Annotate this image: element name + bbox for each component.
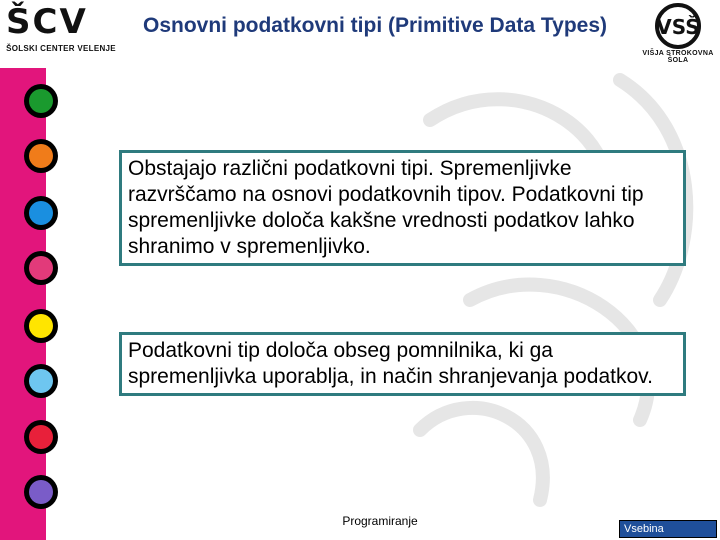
content-box-1: Obstajajo različni podatkovni tipi. Spremenljivke razvrščamo na osnovi podatkovnih tipov. Podatkovni tip spremenljivke določa kakšne vrednosti podatkov lahko shranimo v spremenljivko. [119,150,686,266]
nav-button-dot [29,256,53,280]
nav-button-dot [29,425,53,449]
nav-button-dot [29,89,53,113]
school-logo-left [6,2,116,60]
nav-button-2[interactable] [24,139,58,173]
contents-button[interactable]: Vsebina [619,520,717,538]
nav-button-4[interactable] [24,251,58,285]
logo-right-emblem [638,2,718,50]
logo-right-subtitle: VIŠJA STROKOVNA ŠOLA [642,50,714,64]
nav-button-3[interactable] [24,196,58,230]
nav-button-dot [29,369,53,393]
nav-button-dot [29,144,53,168]
school-logo-right [638,2,718,64]
nav-button-dot [29,480,53,504]
content-box-2: Podatkovni tip določa obseg pomnilnika, ki ga spremenljivka uporablja, in način shranjevanja podatkov. [119,332,686,396]
logo-left-letters: ŠCV [6,2,88,42]
nav-button-8[interactable] [24,475,58,509]
nav-button-7[interactable] [24,420,58,454]
nav-button-1[interactable] [24,84,58,118]
nav-button-6[interactable] [24,364,58,398]
logo-left-subtitle: ŠOLSKI CENTER VELENJE [6,44,116,53]
decor-stroke [420,408,543,500]
slide-title: Osnovni podatkovni tipi (Primitive Data Types) [142,14,608,37]
logo-right-letters: VSŠ [656,15,700,39]
nav-button-dot [29,201,53,225]
footer-course-name: Programiranje [342,514,418,528]
nav-button-5[interactable] [24,309,58,343]
nav-button-dot [29,314,53,338]
